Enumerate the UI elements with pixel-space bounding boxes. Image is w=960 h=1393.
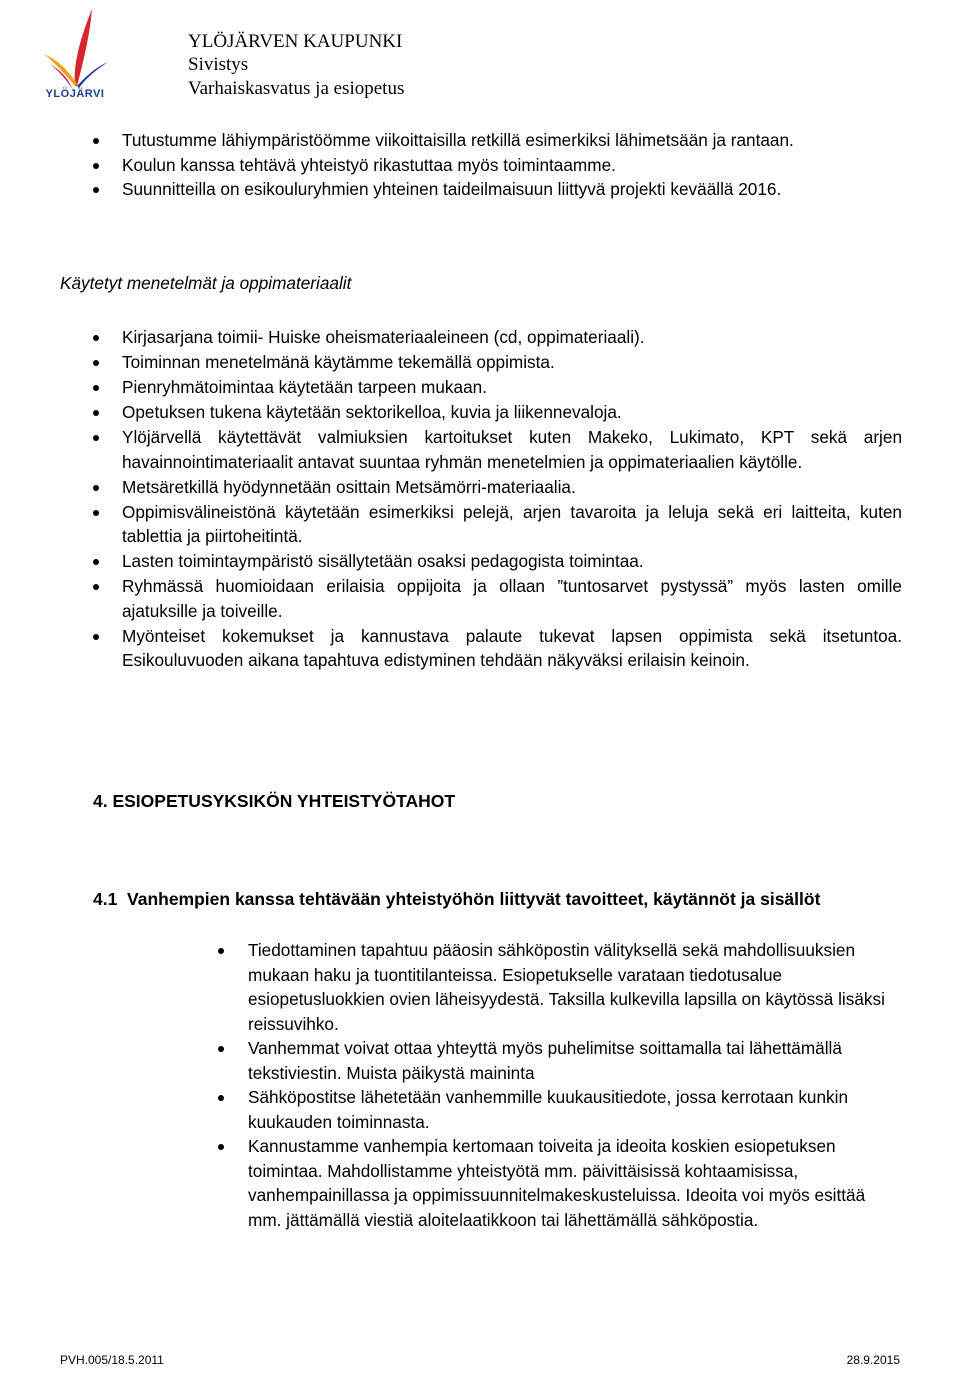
- bullet-icon: [93, 634, 99, 640]
- list-item: Opetuksen tukena käytetään sektorikelloa, kuvia ja liikennevaloja.: [122, 400, 902, 425]
- header-unit: Varhaiskasvatus ja esiopetus: [188, 78, 405, 99]
- bullet-icon: [93, 584, 99, 590]
- methods-subheading: Käytetyt menetelmät ja oppimateriaalit: [60, 273, 352, 293]
- list-item: Sähköpostitse lähetetään vanhemmille kuukausitiedote, jossa kerrotaan kunkin kuukauden toiminnasta.: [248, 1085, 896, 1134]
- bullet-icon: [93, 485, 99, 491]
- section-number: 4.1: [93, 889, 118, 909]
- header-organization: YLÖJÄRVEN KAUPUNKI: [188, 31, 403, 52]
- bullet-icon: [218, 1144, 224, 1150]
- bullet-icon: [93, 385, 99, 391]
- bullet-icon: [93, 138, 99, 144]
- logo-text: YLÖJÄRVI: [45, 88, 105, 100]
- list-item: Lasten toimintaympäristö sisällytetään osaksi pedagogista toimintaa.: [122, 549, 902, 574]
- section-title: Vanhempien kanssa tehtävään yhteistyöhön liittyvät tavoitteet, käytännöt ja sisällöt: [127, 889, 821, 909]
- bullet-icon: [218, 1046, 224, 1052]
- list-item: Vanhemmat voivat ottaa yhteyttä myös puhelimitse soittamalla tai lähettämällä tekstiviestin. Muista päikystä maininta: [248, 1036, 896, 1085]
- list-item: Tiedottaminen tapahtuu pääosin sähköpostin välityksellä sekä mahdollisuuksien mukaan haku ja tuontitilanteissa. Esiopetukselle varataan tiedotusalue esiopetusluokkien ovien läheisyydestä. Taksilla kulkevilla lapsilla on käytössä lisäksi reissuvihko.: [248, 938, 896, 1036]
- parent-cooperation-list: [248, 938, 896, 1232]
- list-item: Ylöjärvellä käytettävät valmiuksien kartoitukset kuten Makeko, Lukimato, KPT sekä arjen havainnointimateriaalit antavat suuntaa ryhmän menetelmien ja oppimateriaalien käytölle.: [122, 425, 902, 474]
- list-item: Toiminnan menetelmänä käytämme tekemällä oppimista.: [122, 350, 902, 375]
- list-item: Kirjasarjana toimii- Huiske oheismateriaaleineen (cd, oppimateriaali).: [122, 325, 902, 350]
- section-4-heading: 4. ESIOPETUSYKSIKÖN YHTEISTYÖTAHOT: [93, 791, 456, 811]
- list-item: Koulun kanssa tehtävä yhteistyö rikastuttaa myös toimintaamme.: [122, 153, 902, 178]
- header-department: Sivistys: [188, 54, 249, 75]
- bullet-icon: [93, 510, 99, 516]
- list-item: Metsäretkillä hyödynnetään osittain Metsämörri-materiaalia.: [122, 475, 902, 500]
- methods-list: [122, 325, 902, 673]
- list-item: Kannustamme vanhempia kertomaan toiveita ja ideoita koskien esiopetuksen toimintaa. Mahdollistamme yhteistyötä mm. päivittäisissä kohtaamisissa, vanhempainillassa ja oppimissuunnitelmakeskusteluissa. Ideoita voi myös esittää mm. jättämällä viestiä aloitelaatikkoon tai lähettämällä sähköpostia.: [248, 1134, 896, 1232]
- bullet-icon: [93, 435, 99, 441]
- list-item: Tutustumme lähiympäristöömme viikoittaisilla retkillä esimerkiksi lähimetsään ja rantaan.: [122, 128, 902, 153]
- list-item: Ryhmässä huomioidaan erilaisia oppijoita ja ollaan ”tuntosarvet pystyssä” myös lasten omille ajatuksille ja toiveille.: [122, 574, 902, 623]
- list-item: Pienryhmätoimintaa käytetään tarpeen mukaan.: [122, 375, 902, 400]
- section-4-1-heading: [93, 887, 893, 911]
- bullet-icon: [218, 1095, 224, 1101]
- activities-list: [122, 128, 902, 202]
- bullet-icon: [93, 335, 99, 341]
- bullet-icon: [93, 163, 99, 169]
- bullet-icon: [93, 559, 99, 565]
- footer-date: 28.9.2015: [846, 1353, 900, 1367]
- list-item: Oppimisvälineistönä käytetään esimerkiksi pelejä, arjen tavaroita ja leluja sekä eri laitteita, kuten tablettia ja piirtoheitintä.: [122, 500, 902, 549]
- footer-document-code: PVH.005/18.5.2011: [60, 1353, 164, 1367]
- bullet-icon: [93, 360, 99, 366]
- list-item: Myönteiset kokemukset ja kannustava palaute tukevat lapsen oppimista sekä itsetuntoa. Esikouluvuoden aikana tapahtuva edistyminen tehdään näkyväksi erilaisin keinoin.: [122, 624, 902, 673]
- list-item: Suunnitteilla on esikouluryhmien yhteinen taideilmaisuun liittyvä projekti keväällä 2016.: [122, 177, 902, 202]
- bullet-icon: [218, 948, 224, 954]
- bullet-icon: [93, 410, 99, 416]
- bullet-icon: [93, 187, 99, 193]
